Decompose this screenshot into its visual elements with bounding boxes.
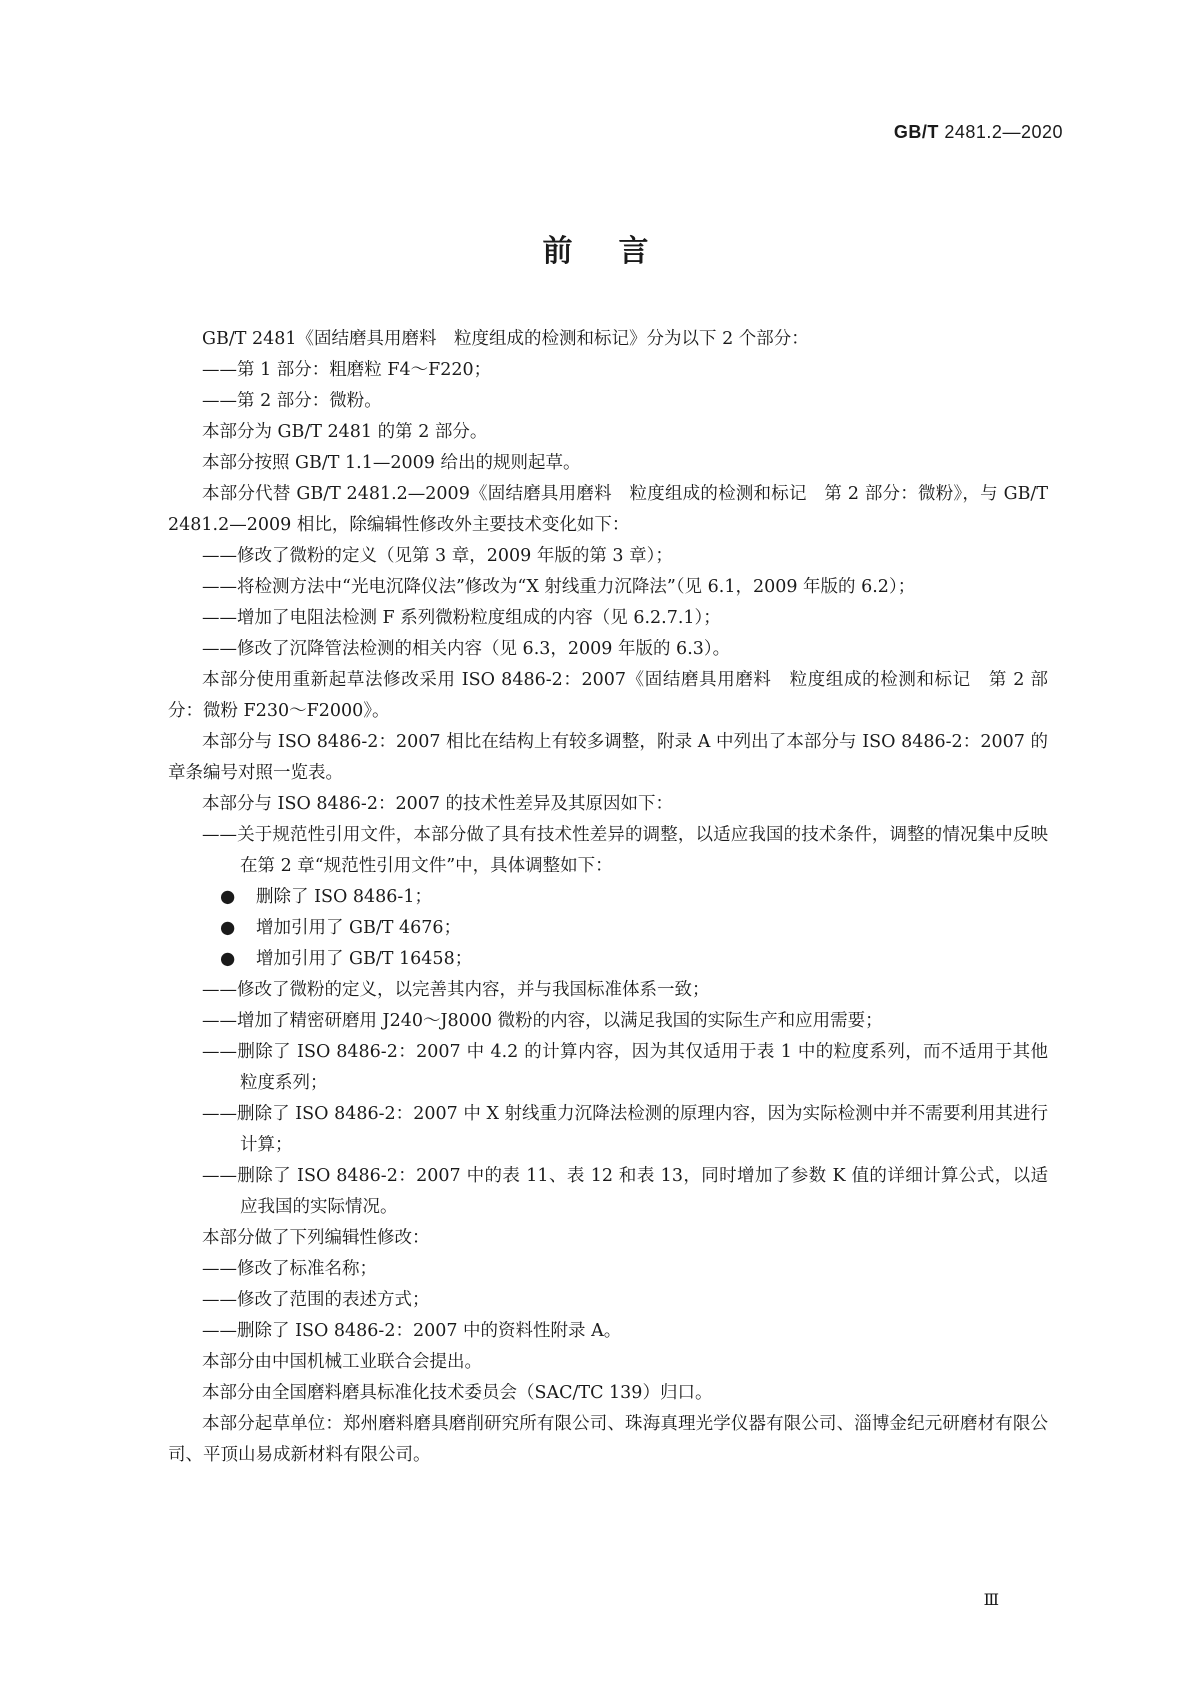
list-item: ——修改了微粉的定义（见第 3 章，2009 年版的第 3 章）； [202, 546, 673, 566]
paragraph: 本部分代替 GB/T 2481.2—2009《固结磨具用磨料 粒度组成的检测和标记 第 2 部分：微粉》，与 GB/T 2481.2—2009 相比，除编辑性修改外主要技术变化如下： [168, 484, 1048, 535]
list-item: ——增加了精密研磨用 J240～J8000 微粉的内容，以满足我国的实际生产和应用需要； [202, 1011, 883, 1031]
bullet-icon: ● [220, 949, 236, 969]
list-item: ——修改了标准名称； [202, 1259, 377, 1279]
list-item: ——第 1 部分：粗磨粒 F4～F220； [202, 360, 492, 380]
bullet-item [168, 944, 1048, 975]
bullet-item [168, 882, 1048, 913]
standard-code-number: 2481.2—2020 [938, 122, 1063, 142]
list-item: ——修改了范围的表述方式； [202, 1290, 430, 1310]
paragraph: 本部分由中国机械工业联合会提出。 [202, 1352, 482, 1372]
bullet-text: 增加引用了 GB/T 4676； [256, 918, 462, 938]
bullet-icon: ● [220, 887, 236, 907]
list-item: ——增加了电阻法检测 F 系列微粉粒度组成的内容（见 6.2.7.1）； [202, 608, 721, 628]
list-item: ——删除了 ISO 8486-2：2007 中的表 11、表 12 和表 13，同时增加了参数 K 值的详细计算公式，以适应我国的实际情况。 [202, 1166, 1048, 1217]
paragraph: 本部分做了下列编辑性修改： [202, 1228, 430, 1248]
bullet-item [168, 913, 1048, 944]
foreword-body [168, 324, 1048, 1471]
list-item: ——删除了 ISO 8486-2：2007 中的资料性附录 A。 [202, 1321, 622, 1341]
standard-code-header [894, 122, 1063, 143]
paragraph: 本部分使用重新起草法修改采用 ISO 8486-2：2007《固结磨具用磨料 粒度组成的检测和标记 第 2 部分：微粉 F230～F2000》。 [168, 670, 1048, 721]
paragraph: 本部分为 GB/T 2481 的第 2 部分。 [202, 422, 488, 442]
standard-code-prefix: GB/T [893, 122, 939, 142]
list-item: ——修改了沉降管法检测的相关内容（见 6.3，2009 年版的 6.3）。 [202, 639, 731, 659]
paragraph: 本部分按照 GB/T 1.1—2009 给出的规则起草。 [202, 453, 581, 473]
list-item: ——删除了 ISO 8486-2：2007 中 4.2 的计算内容，因为其仅适用于表 1 中的粒度系列，而不适用于其他粒度系列； [202, 1042, 1048, 1093]
bullet-text: 删除了 ISO 8486-1； [256, 887, 432, 907]
bullet-icon: ● [220, 918, 236, 938]
paragraph: 本部分与 ISO 8486-2：2007 的技术性差异及其原因如下： [202, 794, 674, 814]
page-title: 前言 [542, 234, 695, 269]
list-item: ——删除了 ISO 8486-2：2007 中 X 射线重力沉降法检测的原理内容，因为实际检测中并不需要利用其进行计算； [202, 1104, 1048, 1155]
list-item: ——修改了微粉的定义，以完善其内容，并与我国标准体系一致； [202, 980, 710, 1000]
paragraph: GB/T 2481《固结磨具用磨料 粒度组成的检测和标记》分为以下 2 个部分： [202, 329, 809, 349]
list-item: ——第 2 部分：微粉。 [202, 391, 382, 411]
bullet-text: 增加引用了 GB/T 16458； [256, 949, 473, 969]
page-number: Ⅲ [983, 1590, 999, 1609]
paragraph: 本部分由全国磨料磨具标准化技术委员会（SAC/TC 139）归口。 [202, 1383, 713, 1403]
list-item: ——关于规范性引用文件，本部分做了具有技术性差异的调整，以适应我国的技术条件，调整的情况集中反映在第 2 章“规范性引用文件”中，具体调整如下： [202, 825, 1048, 876]
paragraph: 本部分起草单位：郑州磨料磨具磨削研究所有限公司、珠海真理光学仪器有限公司、淄博金纪元研磨材有限公司、平顶山易成新材料有限公司。 [168, 1414, 1048, 1465]
list-item: ——将检测方法中“光电沉降仪法”修改为“X 射线重力沉降法”（见 6.1，2009 年版的 6.2）； [202, 577, 916, 597]
paragraph: 本部分与 ISO 8486-2：2007 相比在结构上有较多调整，附录 A 中列出了本部分与 ISO 8486-2：2007 的章条编号对照一览表。 [168, 732, 1048, 783]
